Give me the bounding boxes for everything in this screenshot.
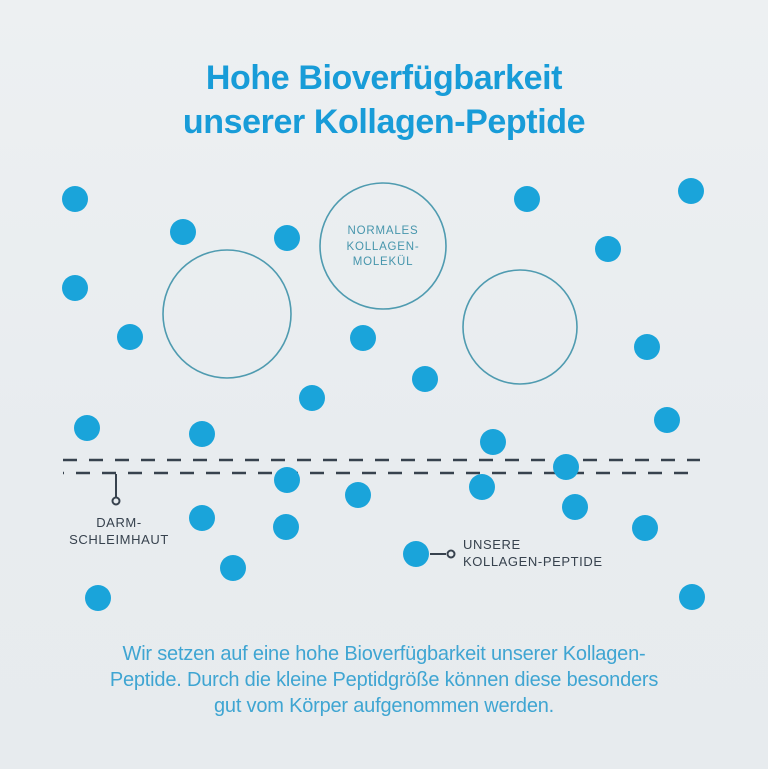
collagen-peptides-label-line-1: UNSERE: [463, 537, 521, 552]
collagen-peptides-label: [463, 537, 683, 570]
mucosa-callout-ring: [113, 498, 120, 505]
peptide-dot: [654, 407, 680, 433]
peptide-dot: [469, 474, 495, 500]
peptide-dot: [117, 324, 143, 350]
footer-paragraph-line-1: Wir setzen auf eine hohe Bioverfügbarkeit unserer Kollagen-: [122, 643, 646, 665]
collagen-peptides-label-line-2: KOLLAGEN-PEPTIDE: [463, 553, 603, 569]
peptide-dot: [85, 585, 111, 611]
peptide-dot: [274, 225, 300, 251]
peptide-dot: [220, 555, 246, 581]
peptide-dot: [62, 186, 88, 212]
collagen-molecule-label-line-3: MOLEKÜL: [352, 256, 414, 268]
footer-paragraph: [0, 641, 768, 719]
intestinal-mucosa-label: [34, 514, 204, 548]
peptide-dot: [274, 467, 300, 493]
peptide-dot: [678, 178, 704, 204]
page-title-line-1: Hohe Bioverfügbarkeit: [205, 59, 563, 97]
peptide-dot: [634, 334, 660, 360]
collagen-molecule-circle: [463, 270, 577, 384]
peptide-dot: [170, 219, 196, 245]
peptide-dot: [345, 482, 371, 508]
footer-paragraph-line-3: gut vom Körper aufgenommen werden.: [213, 695, 555, 717]
peptide-dot: [514, 186, 540, 212]
peptide-dot: [350, 325, 376, 351]
page-title-line-2: unserer Kollagen-Peptide: [182, 103, 586, 141]
peptide-dot: [595, 236, 621, 262]
collagen-molecule-label-line-2: KOLLAGEN-: [346, 240, 420, 253]
peptide-dot: [273, 514, 299, 540]
peptide-dot: [189, 421, 215, 447]
peptide-dot: [553, 454, 579, 480]
peptide-dot: [299, 385, 325, 411]
footer-paragraph-line-2: Peptide. Durch die kleine Peptidgröße können diese besonders: [109, 669, 659, 691]
peptide-dot: [562, 494, 588, 520]
intestinal-mucosa-label-line-2: SCHLEIMHAUT: [69, 532, 169, 547]
intestinal-mucosa-label-line-1: DARM-: [96, 515, 142, 530]
peptide-dot: [412, 366, 438, 392]
collagen-molecule-label: [308, 224, 458, 271]
peptide-dot: [679, 584, 705, 610]
collagen-molecule-label-line-1: NORMALES: [347, 225, 419, 237]
peptide-dot: [74, 415, 100, 441]
peptide-dot: [480, 429, 506, 455]
peptide-dot: [403, 541, 429, 567]
peptide-dot: [62, 275, 88, 301]
collagen-molecule-circle: [163, 250, 291, 378]
peptide-callout-ring: [448, 551, 455, 558]
